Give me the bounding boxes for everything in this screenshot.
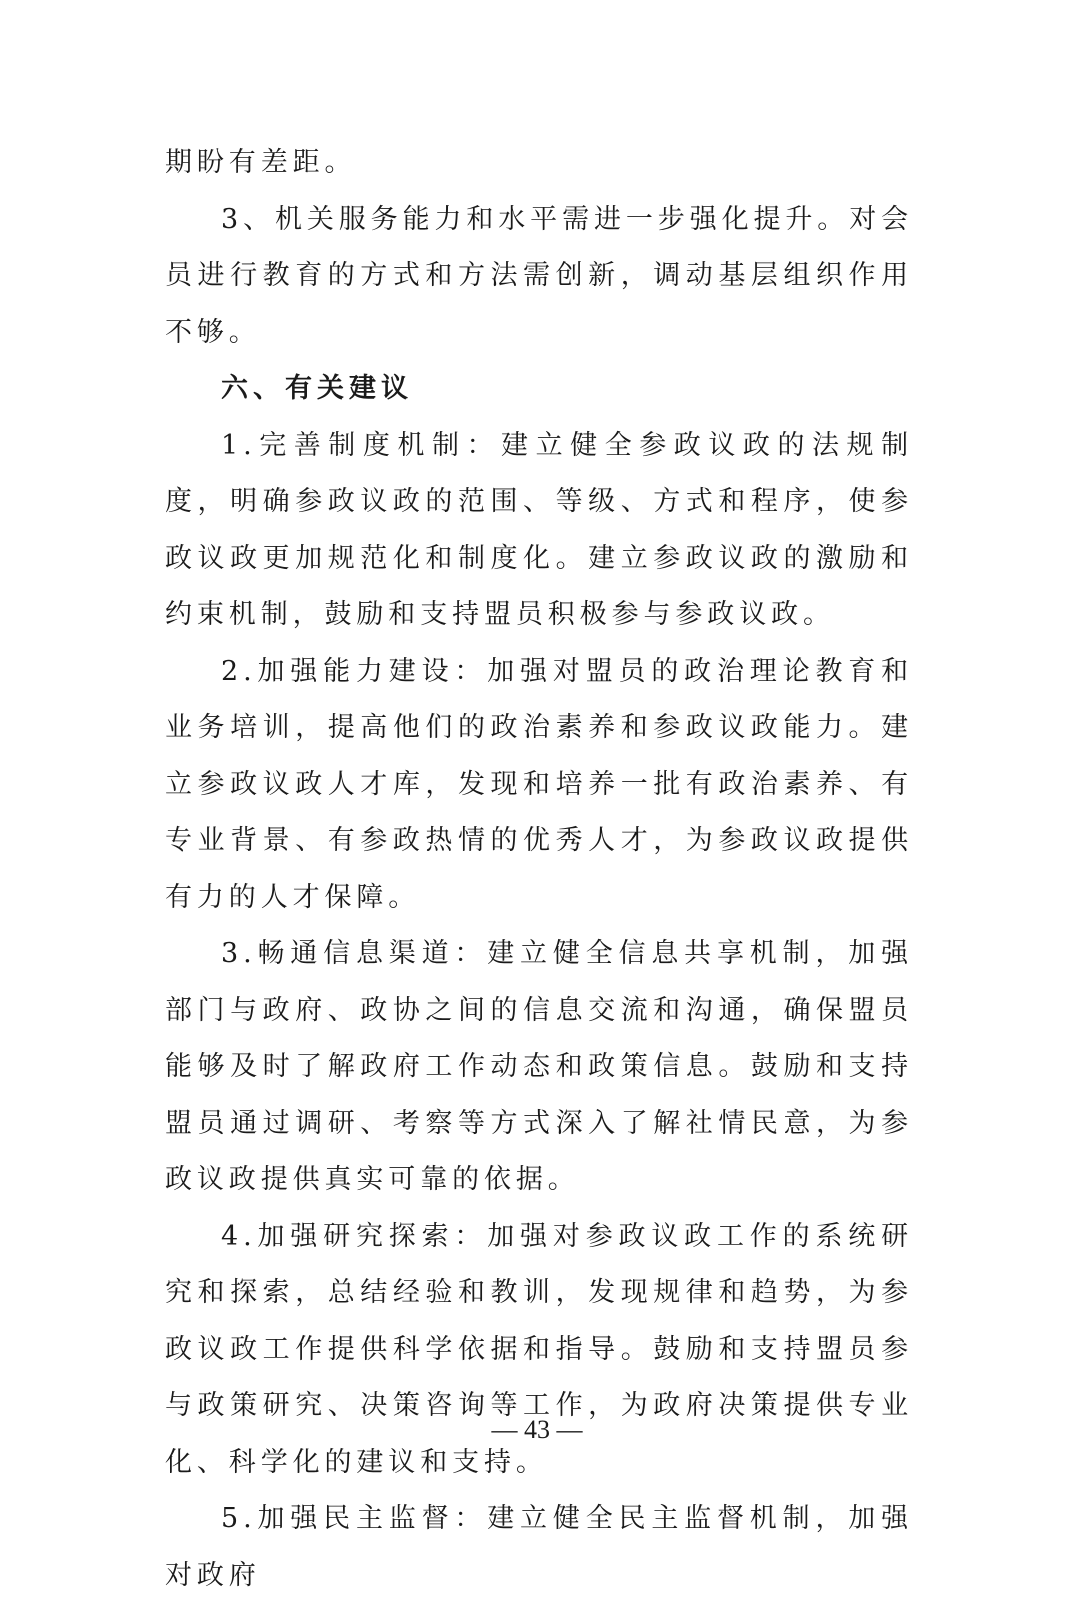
paragraph-continuation: 期盼有差距。 (165, 147, 357, 178)
section-heading-six: 六、有关建议 (221, 373, 413, 404)
suggestion-1: 1.完善制度机制：建立健全参政议政的法规制度，明确参政议政的范围、等级、方式和程序，使参政议政更加规范化和制度化。建立参政议政的激励和约束机制，鼓励和支持盟员积极参与参政议政。 (165, 429, 913, 630)
suggestion-5: 5.加强民主监督：建立健全民主监督机制，加强对政府 (165, 1503, 913, 1591)
suggestion-4: 4.加强研究探索：加强对参政议政工作的系统研究和探索，总结经验和教训，发现规律和趋势，为参政议政工作提供科学依据和指导。鼓励和支持盟员参与政策研究、决策咨询等工作，为政府决策提供专业化、科学化的建议和支持。 (165, 1220, 913, 1478)
paragraph-item-3: 3、机关服务能力和水平需进一步强化提升。对会员进行教育的方式和方法需创新，调动基层组织作用不够。 (165, 203, 913, 348)
page-number: — 43 — (491, 1415, 583, 1444)
suggestion-2: 2.加强能力建设：加强对盟员的政治理论教育和业务培训，提高他们的政治素养和参政议政能力。建立参政议政人才库，发现和培养一批有政治素养、有专业背景、有参政热情的优秀人才，为参政议政提供有力的人才保障。 (165, 655, 913, 913)
page-body (165, 135, 913, 1604)
suggestion-3: 3.畅通信息渠道：建立健全信息共享机制，加强部门与政府、政协之间的信息交流和沟通，确保盟员能够及时了解政府工作动态和政策信息。鼓励和支持盟员通过调研、考察等方式深入了解社情民意，为参政议政提供真实可靠的依据。 (165, 938, 913, 1195)
